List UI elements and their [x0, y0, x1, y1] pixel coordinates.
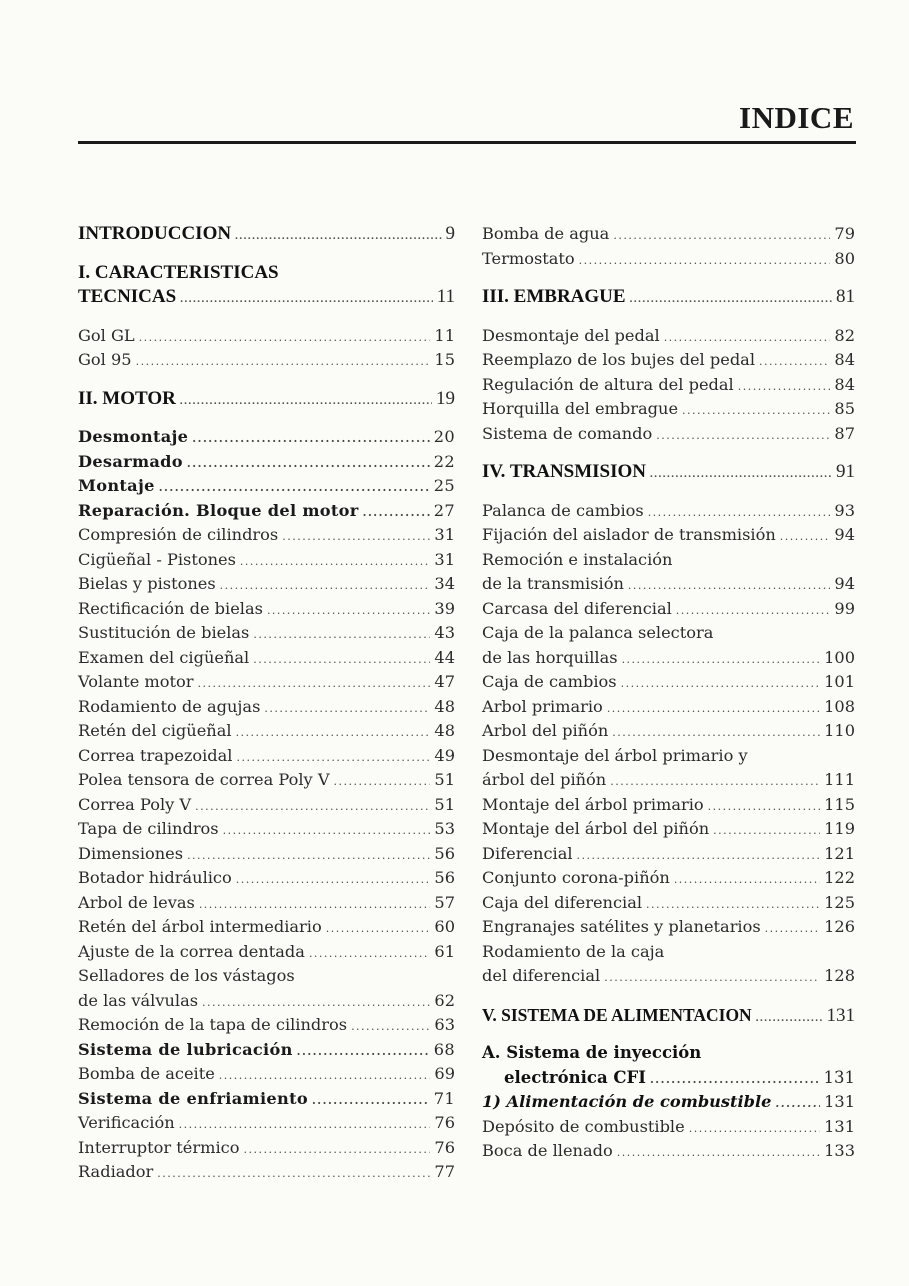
toc-entry[interactable] — [78, 1038, 455, 1063]
toc-entry[interactable] — [78, 670, 455, 695]
dot-leader — [202, 991, 430, 1016]
toc-page-number: 110 — [824, 721, 855, 740]
toc-entry[interactable] — [78, 572, 455, 597]
toc-page-number: 44 — [434, 647, 455, 667]
toc-page-number: 111 — [824, 770, 855, 789]
toc-entry[interactable] — [482, 523, 855, 548]
toc-page-number: 128 — [824, 966, 855, 985]
toc-page-number: 51 — [434, 794, 455, 814]
toc-page-number: 91 — [836, 461, 855, 482]
toc-entry-label: Gol 95 — [78, 350, 132, 369]
toc-entry-label: del diferencial — [482, 966, 601, 985]
toc-right-column — [482, 222, 855, 1164]
toc-entry[interactable] — [78, 817, 455, 842]
toc-entry[interactable] — [78, 842, 455, 867]
toc-entry-line: Rodamiento de la caja — [482, 941, 665, 961]
toc-entry-label: Remoción de la tapa de cilindros — [78, 1015, 348, 1034]
toc-entry[interactable] — [482, 222, 855, 247]
toc-page-number: 27 — [433, 500, 455, 520]
toc-page-number: 100 — [824, 647, 855, 667]
toc-page-number: 48 — [434, 721, 455, 740]
dot-leader — [612, 721, 820, 746]
toc-page-number: 94 — [834, 525, 855, 544]
toc-entry[interactable] — [78, 866, 455, 891]
toc-page-number: 47 — [434, 672, 455, 691]
dot-leader — [267, 599, 430, 624]
toc-entry-label: Desarmado — [78, 451, 183, 471]
dot-leader — [157, 1162, 430, 1187]
toc-page-number: 76 — [434, 1137, 455, 1157]
dot-leader — [180, 389, 432, 414]
toc-page-number: 61 — [434, 941, 455, 961]
toc-entry-label: Tapa de cilindros — [78, 819, 219, 838]
toc-page-number: 82 — [834, 325, 855, 345]
toc-entry[interactable] — [482, 915, 855, 940]
toc-entry[interactable] — [78, 348, 455, 373]
toc-entry-label: V. SISTEMA DE ALIMENTACION — [482, 1004, 752, 1025]
dot-leader — [713, 819, 820, 844]
toc-page-number: 56 — [434, 868, 455, 887]
toc-entry-label: Fijación del aislador de transmisión — [482, 525, 776, 544]
toc-page-number: 20 — [433, 427, 455, 446]
toc-entry-line: Selladores de los vástagos — [78, 966, 295, 985]
dot-leader — [179, 1113, 431, 1138]
toc-page-number: 43 — [434, 623, 455, 642]
toc-entry-label: Reparación. Bloque del motor — [78, 500, 359, 520]
toc-entry[interactable] — [78, 1111, 455, 1136]
toc-entry-label: Dimensiones — [78, 843, 184, 863]
toc-page-number: 94 — [834, 574, 855, 593]
toc-entry-label: 1) Alimentación de combustible — [482, 1092, 772, 1111]
dot-leader — [187, 452, 430, 477]
toc-entry[interactable] — [482, 1066, 855, 1091]
dot-leader — [630, 287, 832, 312]
toc-entry-label: Radiador — [78, 1162, 154, 1181]
dot-leader — [297, 1040, 430, 1065]
toc-entry-label: Correa Poly V — [78, 794, 192, 814]
toc-page-number: 31 — [434, 549, 455, 569]
dot-leader — [759, 350, 830, 375]
toc-entry-label: Retén del cigüeñal — [78, 721, 232, 740]
dot-leader — [253, 648, 430, 673]
toc-entry-label: III. EMBRAGUE — [482, 286, 626, 307]
dot-leader — [253, 623, 430, 648]
toc-entry[interactable] — [482, 1090, 855, 1115]
toc-page-number: 48 — [434, 696, 455, 716]
toc-entry[interactable] — [78, 1136, 455, 1161]
toc-entry-label: Sistema de enfriamiento — [78, 1088, 308, 1108]
toc-entry-label: Engranajes satélites y planetarios — [482, 917, 761, 936]
dot-leader — [309, 942, 430, 967]
toc-entry[interactable] — [78, 499, 455, 524]
toc-entry[interactable] — [78, 646, 455, 671]
toc-left-column — [78, 222, 455, 1185]
toc-entry-label: Montaje — [78, 476, 155, 495]
toc-entry[interactable] — [482, 1003, 855, 1028]
toc-page-number: 133 — [824, 1141, 855, 1160]
toc-entry-label: INTRODUCCION — [78, 223, 232, 244]
dot-leader — [220, 574, 431, 599]
toc-entry[interactable] — [482, 572, 855, 597]
toc-entry-label: Arbol primario — [482, 696, 603, 716]
toc-heading-line: I. CARACTERISTICAS — [78, 261, 279, 283]
toc-entry-label: Boca de llenado — [482, 1141, 613, 1160]
dot-leader — [708, 795, 820, 820]
toc-entry[interactable] — [482, 499, 855, 524]
dot-leader — [236, 868, 431, 893]
toc-entry-label: Gol GL — [78, 325, 135, 345]
toc-entry[interactable] — [482, 866, 855, 891]
toc-page-number: 79 — [834, 224, 855, 243]
toc-page-number: 19 — [436, 387, 455, 409]
toc-entry-label: Volante motor — [78, 672, 194, 691]
dot-leader — [180, 287, 433, 312]
toc-entry-label: Arbol de levas — [78, 892, 195, 912]
toc-entry-label: electrónica CFI — [504, 1067, 646, 1087]
toc-entry-label: Bomba de aceite — [78, 1064, 215, 1083]
dot-leader — [236, 721, 431, 746]
toc-entry-label: Ajuste de la correa dentada — [78, 941, 305, 961]
toc-page-number: 131 — [823, 1067, 855, 1087]
dot-leader — [648, 501, 831, 526]
toc-entry[interactable] — [482, 422, 855, 447]
toc-entry-label: TECNICAS — [78, 286, 177, 307]
toc-entry-label: Arbol del piñón — [482, 721, 609, 740]
toc-entry[interactable] — [78, 523, 455, 548]
toc-entry-label: Verificación — [78, 1113, 175, 1132]
dot-leader — [240, 550, 431, 575]
dot-leader — [195, 795, 430, 820]
toc-entry[interactable] — [78, 621, 455, 646]
toc-entry[interactable] — [78, 891, 455, 916]
dot-leader — [236, 746, 430, 771]
toc-page-number: 115 — [824, 794, 855, 814]
toc-entry[interactable] — [78, 285, 455, 310]
toc-entry-label: Polea tensora de correa Poly V — [78, 770, 330, 789]
toc-entry-label: Cigüeñal - Pistones — [78, 549, 236, 569]
toc-entry-label: Diferencial — [482, 843, 573, 863]
toc-page-number: 31 — [434, 525, 455, 544]
toc-entry[interactable] — [482, 695, 855, 720]
toc-entry-label: Montaje del árbol del piñón — [482, 819, 710, 838]
toc-entry[interactable] — [78, 915, 455, 940]
toc-page-number: 85 — [834, 399, 855, 418]
toc-entry-label: Montaje del árbol primario — [482, 794, 704, 814]
toc-entry[interactable] — [78, 744, 455, 769]
toc-entry[interactable] — [482, 597, 855, 622]
dot-leader — [264, 697, 430, 722]
toc-entry-label: II. MOTOR — [78, 387, 176, 409]
toc-page-number: 80 — [834, 248, 855, 268]
toc-page-number: 93 — [834, 500, 855, 520]
toc-page-number: 56 — [434, 843, 455, 863]
toc-entry-label: Retén del árbol intermediario — [78, 917, 322, 936]
dot-leader — [159, 476, 430, 501]
toc-entry-label: Reemplazo de los bujes del pedal — [482, 350, 756, 369]
dot-leader — [650, 1068, 820, 1093]
toc-entry-label: Rodamiento de agujas — [78, 696, 261, 716]
toc-entry-label: Carcasa del diferencial — [482, 598, 672, 618]
toc-page-number: 84 — [834, 350, 855, 369]
toc-page-number: 87 — [834, 423, 855, 443]
toc-entry-label: Horquilla del embrague — [482, 399, 679, 418]
dot-leader — [351, 1015, 430, 1040]
toc-entry-label: Termostato — [482, 248, 575, 268]
toc-heading-line: A. Sistema de inyección — [482, 1043, 702, 1062]
toc-entry-line: Desmontaje del árbol primario y — [482, 745, 748, 765]
toc-entry-label: Caja del diferencial — [482, 892, 643, 912]
toc-entry-label: Bomba de agua — [482, 224, 610, 243]
toc-entry-label: de la transmisión — [482, 574, 624, 593]
toc-entry-label: Rectificación de bielas — [78, 598, 263, 618]
toc-entry[interactable] — [78, 548, 455, 573]
toc-entry[interactable] — [482, 891, 855, 916]
toc-page-number: 77 — [434, 1162, 455, 1181]
dot-leader — [136, 350, 431, 375]
toc-entry[interactable] — [78, 597, 455, 622]
toc-entry-label: Palanca de cambios — [482, 500, 644, 520]
toc-page-number: 9 — [445, 223, 455, 244]
dot-leader — [656, 424, 830, 449]
dot-leader — [223, 819, 431, 844]
dot-leader — [756, 1006, 823, 1031]
toc-page-number: 53 — [434, 819, 455, 838]
toc-page-number: 121 — [824, 843, 855, 863]
toc-page-number: 99 — [834, 598, 855, 618]
toc-page-number: 101 — [824, 672, 855, 691]
toc-entry[interactable] — [482, 646, 855, 671]
dot-leader — [235, 224, 441, 249]
toc-entry[interactable] — [482, 768, 855, 793]
toc-page-number: 76 — [434, 1113, 455, 1132]
dot-leader — [646, 893, 820, 918]
toc-entry[interactable] — [482, 670, 855, 695]
toc-page-number: 39 — [434, 598, 455, 618]
toc-entry-label: Bielas y pistones — [78, 574, 216, 593]
toc-entry[interactable] — [482, 964, 855, 989]
toc-page-number: 131 — [826, 1004, 855, 1026]
toc-page-number: 71 — [433, 1088, 455, 1108]
toc-entry-label: de las horquillas — [482, 647, 618, 667]
toc-entry[interactable] — [78, 222, 455, 247]
toc-page-number: 84 — [834, 374, 855, 394]
dot-leader — [664, 326, 831, 351]
toc-page-number: 62 — [434, 990, 455, 1010]
toc-entry-label: árbol del piñón — [482, 770, 607, 789]
dot-leader — [363, 501, 430, 526]
dot-leader — [579, 249, 831, 274]
dot-leader — [139, 326, 431, 351]
toc-entry[interactable] — [78, 1087, 455, 1112]
toc-entry-label: IV. TRANSMISION — [482, 461, 647, 482]
dot-leader — [334, 770, 431, 795]
dot-leader — [199, 893, 431, 918]
toc-entry[interactable] — [78, 1013, 455, 1038]
toc-entry-label: Correa trapezoidal — [78, 745, 233, 765]
toc-entry[interactable] — [78, 425, 455, 450]
toc-entry[interactable] — [78, 387, 455, 412]
toc-entry[interactable] — [482, 1115, 855, 1140]
dot-leader — [607, 697, 820, 722]
dot-leader — [765, 917, 820, 942]
toc-entry[interactable] — [482, 247, 855, 272]
toc-entry-label: Desmontaje del pedal — [482, 325, 660, 345]
toc-entry-label: Sustitución de bielas — [78, 623, 250, 642]
dot-leader — [219, 1064, 431, 1089]
toc-entry-label: Compresión de cilindros — [78, 525, 279, 544]
toc-entry[interactable] — [482, 793, 855, 818]
toc-page-number: 126 — [824, 917, 855, 936]
toc-page-number: 11 — [436, 286, 455, 307]
toc-page-number: 131 — [824, 1092, 855, 1111]
toc-page-number: 81 — [836, 286, 855, 307]
toc-page-number: 49 — [434, 745, 455, 765]
dot-leader — [650, 462, 832, 487]
toc-entry[interactable] — [78, 940, 455, 965]
toc-entry[interactable] — [78, 450, 455, 475]
toc-entry[interactable] — [482, 397, 855, 422]
dot-leader — [676, 599, 831, 624]
toc-page-number: 60 — [434, 917, 455, 936]
toc-page-number: 122 — [824, 868, 855, 887]
toc-page-number: 125 — [824, 892, 855, 912]
page-title: INDICE — [739, 100, 854, 135]
dot-leader — [738, 375, 831, 400]
dot-leader — [326, 917, 431, 942]
toc-entry[interactable] — [482, 460, 855, 485]
dot-leader — [577, 844, 821, 869]
toc-entry-label: Regulación de altura del pedal — [482, 374, 734, 394]
toc-entry[interactable] — [78, 768, 455, 793]
toc-entry[interactable] — [78, 793, 455, 818]
dot-leader — [621, 672, 820, 697]
toc-page-number: 15 — [434, 350, 455, 369]
toc-page-number: 11 — [434, 325, 455, 345]
toc-page-number: 63 — [434, 1015, 455, 1034]
toc-entry-label: Conjunto corona-piñón — [482, 868, 670, 887]
toc-entry[interactable] — [482, 373, 855, 398]
toc-entry-label: Sistema de lubricación — [78, 1039, 293, 1059]
dot-leader — [775, 1092, 820, 1117]
toc-entry[interactable] — [482, 1139, 855, 1164]
dot-leader — [613, 224, 830, 249]
toc-entry-line: Caja de la palanca selectora — [482, 623, 714, 642]
dot-leader — [610, 770, 820, 795]
toc-page-number: 34 — [434, 574, 455, 593]
toc-page-number: 108 — [824, 696, 855, 716]
toc-entry-label: Caja de cambios — [482, 672, 617, 691]
toc-entry[interactable] — [482, 348, 855, 373]
toc-entry[interactable] — [78, 324, 455, 349]
title-rule — [78, 141, 856, 144]
toc-entry[interactable] — [78, 695, 455, 720]
toc-entry-label: de las válvulas — [78, 990, 199, 1010]
dot-leader — [243, 1138, 430, 1163]
toc-page-number: 51 — [434, 770, 455, 789]
dot-leader — [682, 399, 830, 424]
dot-leader — [689, 1117, 820, 1142]
toc-entry-label: Sistema de comando — [482, 423, 653, 443]
toc-entry-label: Depósito de combustible — [482, 1116, 685, 1136]
toc-entry[interactable] — [78, 1160, 455, 1185]
toc-entry-label: Interruptor térmico — [78, 1137, 240, 1157]
dot-leader — [628, 574, 831, 599]
toc-entry[interactable] — [78, 719, 455, 744]
dot-leader — [622, 648, 821, 673]
dot-leader — [192, 427, 430, 452]
toc-page-number: 68 — [433, 1039, 455, 1059]
toc-entry[interactable] — [482, 817, 855, 842]
dot-leader — [282, 525, 430, 550]
dot-leader — [674, 868, 820, 893]
toc-entry-label: Botador hidráulico — [78, 868, 232, 887]
toc-entry[interactable] — [482, 719, 855, 744]
toc-page-number: 57 — [434, 892, 455, 912]
toc-page-number: 69 — [434, 1064, 455, 1083]
toc-entry[interactable] — [78, 1062, 455, 1087]
toc-entry[interactable] — [482, 324, 855, 349]
toc-entry-label: Examen del cigüeñal — [78, 647, 250, 667]
toc-entry[interactable] — [482, 842, 855, 867]
dot-leader — [198, 672, 431, 697]
toc-entry-line: Remoción e instalación — [482, 549, 673, 569]
toc-entry-label: Desmontaje — [78, 427, 189, 446]
toc-page-number: 131 — [824, 1116, 855, 1136]
dot-leader — [187, 844, 430, 869]
dot-leader — [780, 525, 831, 550]
dot-leader — [617, 1141, 820, 1166]
toc-page-number: 22 — [433, 451, 455, 471]
dot-leader — [604, 966, 820, 991]
dot-leader — [312, 1089, 430, 1114]
toc-entry[interactable] — [482, 285, 855, 310]
toc-entry[interactable] — [78, 474, 455, 499]
toc-page-number: 25 — [433, 476, 455, 495]
toc-page-number: 119 — [824, 819, 855, 838]
toc-entry[interactable] — [78, 989, 455, 1014]
